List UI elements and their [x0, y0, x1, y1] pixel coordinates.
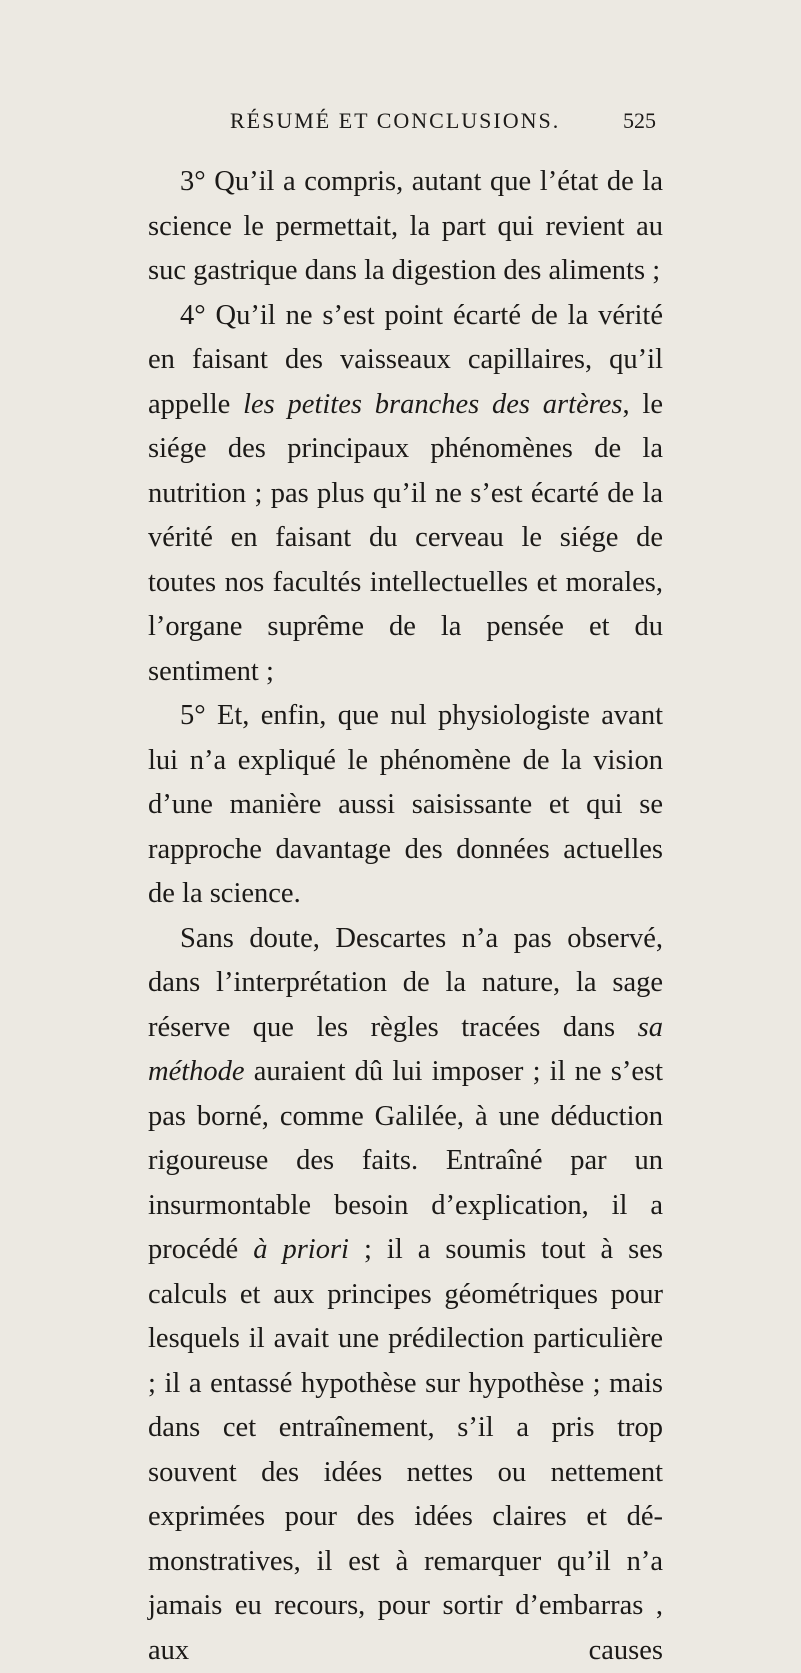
- body-text: [148, 160, 663, 1673]
- text-run: 4° Qu’il ne s’est point écarté de la vérité en faisant des vaisseaux capillaires, qu’il appelle: [148, 300, 663, 420]
- text-run: , le siége des principaux phénomènes de la nutrition ; pas plus qu’il ne s’est écarté de la vérité en faisant du cerveau le siége de toutes nos facultés intellectuelles et morales, l’organe suprême de la pensée et du sentiment ;: [148, 389, 663, 687]
- paragraph: [148, 294, 663, 695]
- page-number: 525: [623, 108, 656, 134]
- paragraph: [148, 160, 663, 294]
- text-run: Sans doute, Descartes n’a pas observé, dans l’interprétation de la nature, la sage réserve que les règles tracées dans: [148, 923, 663, 1043]
- italic-text-run: à priori: [253, 1234, 349, 1265]
- page-header: [150, 108, 656, 144]
- running-title: RÉSUMÉ ET CONCLUSIONS.: [230, 108, 560, 134]
- italic-text-run: sa méthode: [148, 1012, 663, 1088]
- italic-text-run: les petites branches des artères: [243, 389, 622, 420]
- text-run: auraient dû lui imposer ; il ne s’est pas borné, comme Galilée, à une déduction rigoureuse des faits. Entraîné par un insurmontable besoin d’explication, il a procédé: [148, 1056, 663, 1265]
- text-run: ; il a soumis tout à ses calculs et aux principes géométriques pour lesquels il avait une prédilection particulière ; il a entassé hypothèse sur hypothèse ; mais dans cet entraînement, s’il a pris trop souvent des idées nettes ou nettement exprimées pour des idées claires et démonstratives, il est à remarquer qu’il n’a jamais eu recours, pour sortir d’embarras , aux causes: [148, 1234, 663, 1666]
- text-run: 3° Qu’il a compris, autant que l’état de la science le permettait, la part qui revient au suc gastrique dans la digestion des aliments ;: [148, 166, 663, 286]
- paragraph: [148, 917, 663, 1673]
- text-run: 5° Et, enfin, que nul physiologiste avant lui n’a expliqué le phénomène de la vision d’une manière aussi saisissante et qui se rapproche davantage des données actuelles de la science.: [148, 700, 663, 909]
- paragraph: [148, 694, 663, 917]
